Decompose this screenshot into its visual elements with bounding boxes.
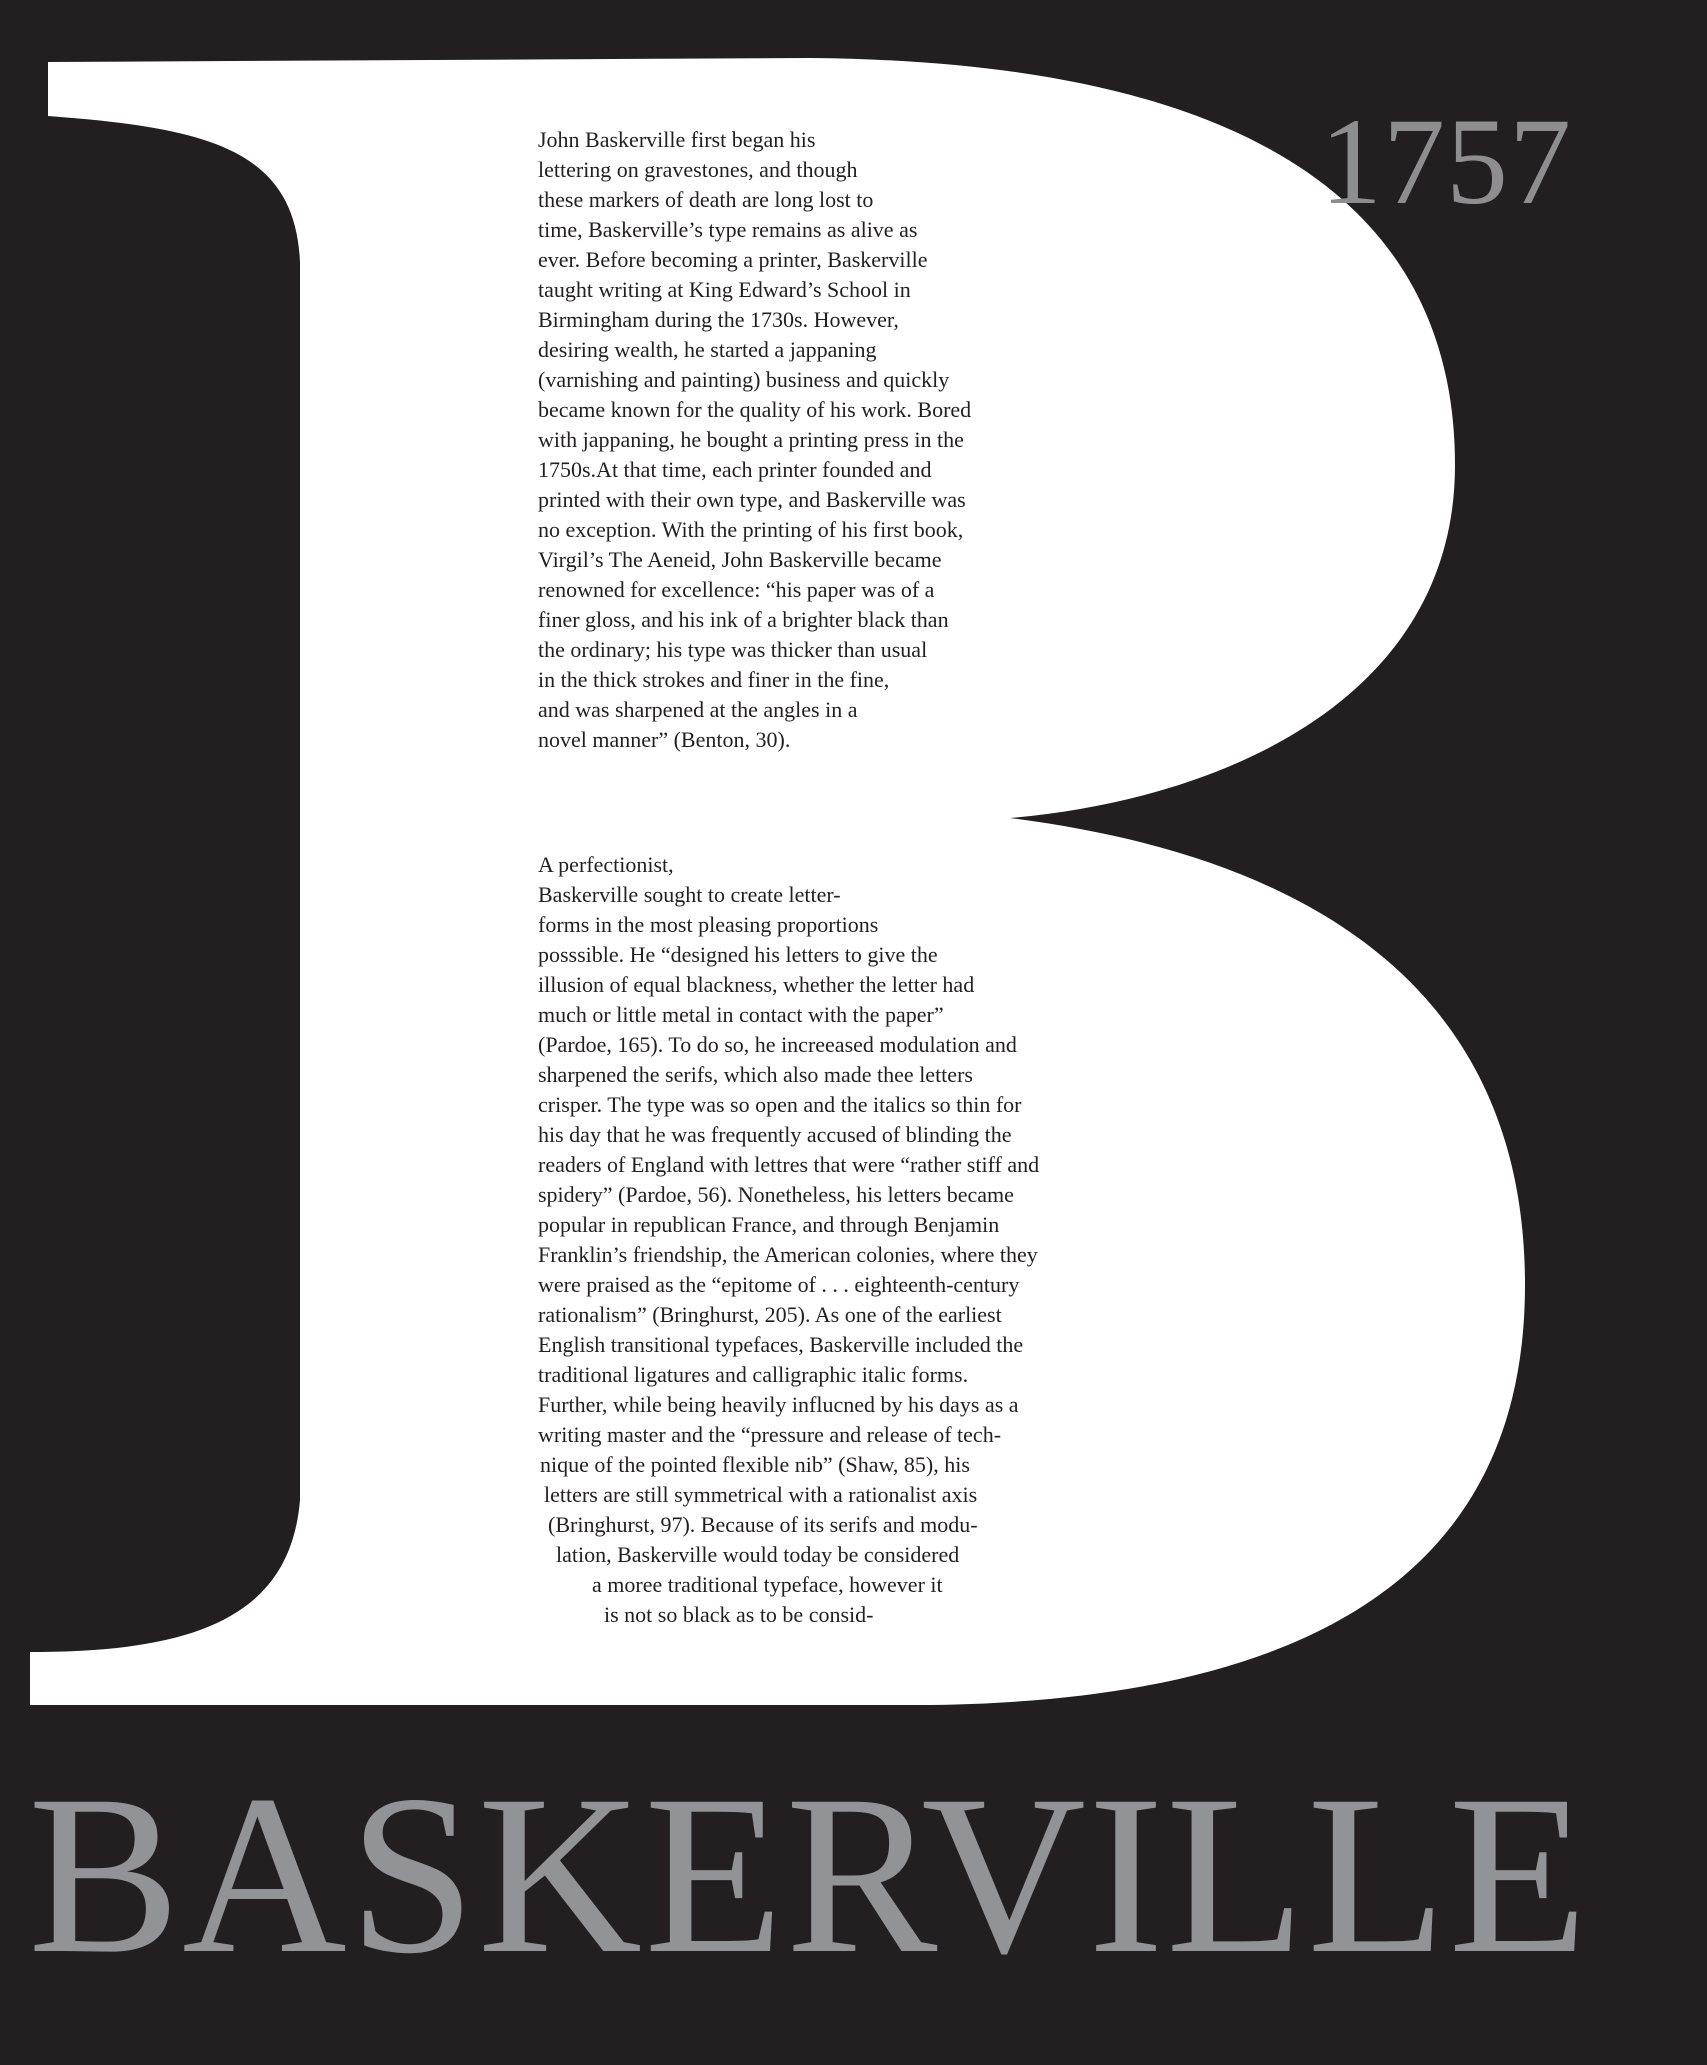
text-line: (varnishing and painting) business and quickly	[538, 367, 950, 392]
text-line: much or little metal in contact with the paper”	[538, 1002, 944, 1027]
text-line: rationalism” (Bringhurst, 205). As one of the earliest	[538, 1302, 1002, 1327]
text-line: time, Baskerville’s type remains as alive as	[538, 217, 918, 242]
text-line: illusion of equal blackness, whether the letter had	[538, 972, 975, 997]
text-line: John Baskerville first began his	[538, 127, 816, 152]
baskerville-wordmark: BASKERVILLE	[28, 1749, 1590, 2001]
text-line: his day that he was frequently accused of blinding the	[538, 1122, 1012, 1147]
text-line: Virgil’s The Aeneid, John Baskerville became	[538, 547, 942, 572]
text-line: A perfectionist,	[538, 852, 674, 877]
text-line: writing master and the “pressure and release of tech-	[538, 1422, 1002, 1447]
text-line: is not so black as to be consid-	[604, 1602, 874, 1627]
text-line: letters are still symmetrical with a rationalist axis	[544, 1482, 978, 1507]
text-line: desiring wealth, he started a jappaning	[538, 337, 877, 362]
text-line: printed with their own type, and Baskerville was	[538, 487, 966, 512]
text-line: were praised as the “epitome of . . . eighteenth-century	[538, 1272, 1020, 1297]
text-line: sharpened the serifs, which also made thee letters	[538, 1062, 973, 1087]
text-line: ever. Before becoming a printer, Baskerville	[538, 247, 928, 272]
text-line: taught writing at King Edward’s School in	[538, 277, 911, 302]
text-line: lation, Baskerville would today be considered	[556, 1542, 960, 1567]
text-line: spidery” (Pardoe, 56). Nonetheless, his letters became	[538, 1182, 1014, 1207]
text-line: (Pardoe, 165). To do so, he increeased modulation and	[538, 1032, 1017, 1057]
text-line: lettering on gravestones, and though	[538, 157, 858, 182]
text-line: no exception. With the printing of his first book,	[538, 517, 964, 542]
text-line: Baskerville sought to create letter-	[538, 882, 841, 907]
text-line: nique of the pointed flexible nib” (Shaw, 85), his	[540, 1452, 970, 1477]
perfectionist-paragraph	[538, 850, 1039, 1630]
text-line: English transitional typefaces, Baskerville included the	[538, 1332, 1024, 1357]
text-line: a moree traditional typeface, however it	[592, 1572, 943, 1597]
text-line: in the thick strokes and finer in the fine,	[538, 667, 890, 692]
text-line: Birmingham during the 1730s. However,	[538, 307, 899, 332]
text-line: and was sharpened at the angles in a	[538, 697, 858, 722]
text-line: posssible. He “designed his letters to give the	[538, 942, 938, 967]
text-line: Franklin’s friendship, the American colonies, where they	[538, 1242, 1038, 1267]
text-line: Further, while being heavily influcned by his days as a	[538, 1392, 1019, 1417]
text-line: these markers of death are long lost to	[538, 187, 874, 212]
text-line: novel manner” (Benton, 30).	[538, 727, 791, 752]
text-line: the ordinary; his type was thicker than usual	[538, 637, 928, 662]
text-line: readers of England with lettres that were “rather stiff and	[538, 1152, 1040, 1177]
text-line: became known for the quality of his work. Bored	[538, 397, 972, 422]
year-label: 1757	[1320, 93, 1572, 230]
text-line: with jappaning, he bought a printing press in the	[538, 427, 964, 452]
text-line: (Bringhurst, 97). Because of its serifs and modu-	[548, 1512, 978, 1537]
text-line: popular in republican France, and through Benjamin	[538, 1212, 1000, 1237]
text-line: traditional ligatures and calligraphic italic forms.	[538, 1362, 969, 1387]
text-line: 1750s.At that time, each printer founded and	[538, 457, 932, 482]
text-line: finer gloss, and his ink of a brighter black than	[538, 607, 949, 632]
text-line: forms in the most pleasing proportions	[538, 912, 879, 937]
intro-paragraph	[538, 125, 971, 755]
text-line: crisper. The type was so open and the italics so thin for	[538, 1092, 1022, 1117]
text-line: renowned for excellence: “his paper was of a	[538, 577, 935, 602]
